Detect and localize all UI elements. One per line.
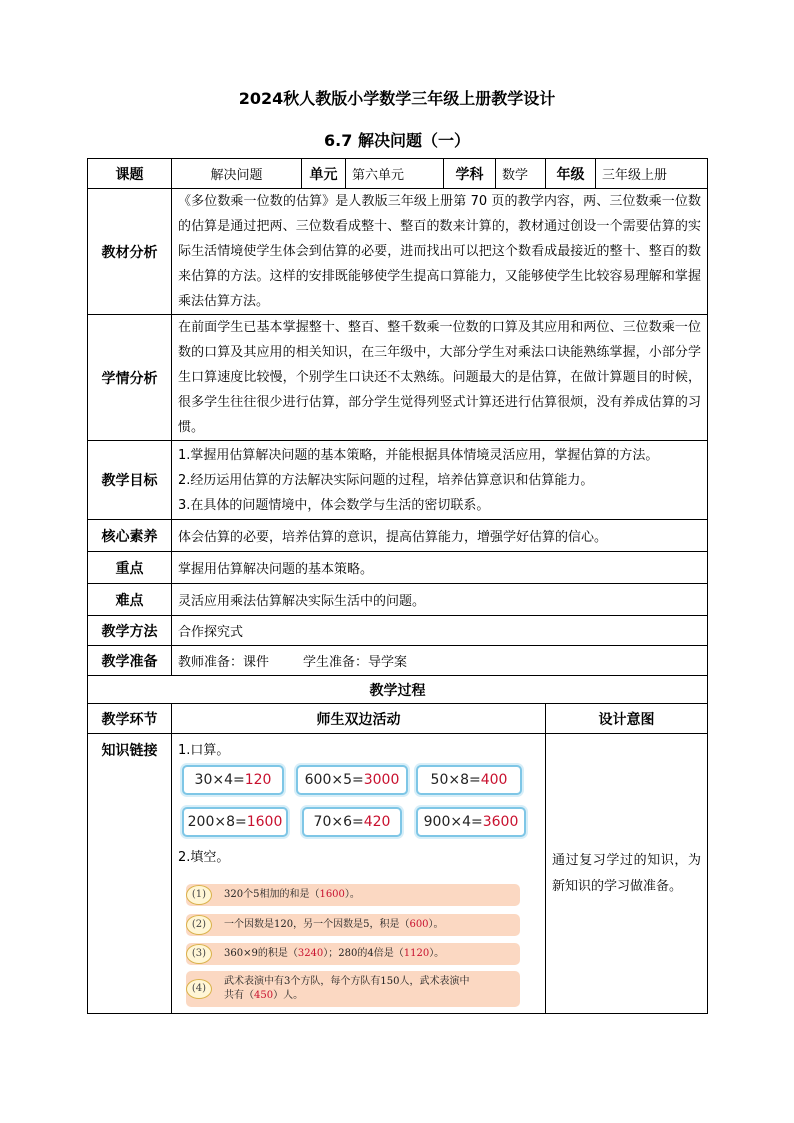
teacher-prep: 教师准备：课件 (178, 655, 270, 670)
teaching-method-label: 教学方法 (88, 616, 172, 646)
goal-item: 2.经历运用估算的方法解决实际问题的过程，培养估算意识和估算能力。 (178, 472, 594, 488)
document-title: 2024秋人教版小学数学三年级上册教学设计 (238, 89, 556, 108)
item-number-badge: (1) (186, 885, 212, 905)
header-row (88, 159, 708, 189)
process-heading: 教学过程 (88, 676, 708, 704)
student-analysis-label: 学情分析 (88, 315, 172, 441)
lesson-plan-table (87, 158, 708, 1014)
calc-expression: 200×8= (187, 814, 247, 830)
calc-expression: 30×4= (194, 772, 245, 788)
calc-answer: 1600 (246, 814, 283, 830)
key-point-row (88, 552, 708, 584)
teaching-goals-label: 教学目标 (88, 441, 172, 520)
activity-cell (172, 734, 546, 1014)
fill-answer: 600 (409, 919, 429, 930)
teaching-method-row (88, 616, 708, 646)
calc-expression: 50×8= (430, 772, 481, 788)
lesson-title: 6.7 解决问题（一） (324, 131, 470, 150)
design-intent-text: 通过复习学过的知识，为新知识的学习做准备。 (546, 734, 708, 1014)
calc-answer: 400 (480, 772, 508, 788)
fill-blank-item: (3) 360×9的积是（3240）；280的4倍是（1120）。 (186, 943, 520, 965)
intent-column-header: 设计意图 (546, 704, 708, 734)
calc-card (416, 765, 522, 795)
key-point-text: 掌握用估算解决问题的基本策略。 (172, 552, 708, 584)
fill-answer: 1120 (403, 948, 430, 959)
grade-value: 三年级上册 (596, 159, 708, 189)
teaching-goals-list (172, 441, 708, 520)
item-number-badge: (3) (186, 944, 212, 964)
goal-item: 1.掌握用估算解决问题的基本策略，并能根据具体情境灵活应用，掌握估算的方法。 (178, 447, 659, 463)
process-heading-row (88, 676, 708, 704)
student-analysis-row (88, 315, 708, 441)
difficulty-text: 灵活应用乘法估算解决实际生活中的问题。 (172, 584, 708, 616)
calc-card (182, 807, 288, 837)
teaching-prep-label: 教学准备 (88, 646, 172, 676)
calc-card (182, 765, 284, 795)
textbook-analysis-label: 教材分析 (88, 189, 172, 315)
calc-answer: 420 (363, 814, 391, 830)
textbook-analysis-row (88, 189, 708, 315)
teaching-method-text: 合作探究式 (172, 616, 708, 646)
fill-blank-item: (1) 320个5相加的和是（1600）。 (186, 884, 520, 906)
process-columns-row (88, 704, 708, 734)
calc-card (416, 807, 526, 837)
item-number-badge: (4) (186, 979, 212, 999)
calc-answer: 120 (244, 772, 272, 788)
knowledge-link-row (88, 734, 708, 1014)
calc-card (296, 765, 408, 795)
unit-label: 单元 (302, 159, 346, 189)
calc-expression: 70×6= (313, 814, 364, 830)
calc-answer: 3600 (482, 814, 519, 830)
fill-blank-heading: 2.填空。 (178, 850, 230, 865)
teaching-prep-text (172, 646, 708, 676)
unit-value: 第六单元 (346, 159, 444, 189)
difficulty-label: 难点 (88, 584, 172, 616)
teaching-prep-row (88, 646, 708, 676)
fill-blank-item: (4) 武术表演中有3个方队，每个方队有150人，武术表演中 共有（450）人。 (186, 971, 520, 1007)
calc-expression: 900×4= (423, 814, 483, 830)
item-number-badge: (2) (186, 915, 212, 935)
core-literacy-row (88, 520, 708, 552)
fill-blank-item: (2) 一个因数是120，另一个因数是5，积是（600）。 (186, 914, 520, 936)
teaching-goals-row (88, 441, 708, 520)
knowledge-link-label: 知识链接 (88, 734, 172, 1014)
calc-card (302, 807, 402, 837)
core-literacy-text: 体会估算的必要，培养估算的意识，提高估算能力，增强学好估算的信心。 (172, 520, 708, 552)
topic-value: 解决问题 (172, 159, 302, 189)
student-analysis-text: 在前面学生已基本掌握整十、整百、整千数乘一位数的口算及其应用和两位、三位数乘一位数的口算及其应用的相关知识，在三年级中，大部分学生对乘法口诀能熟练掌握，小部分学生口算速度比较慢，个别学生口诀还不太熟练。问题最大的是估算，在做计算题目的时候，很多学生往往很少进行估算，部分学生觉得列竖式计算还进行估算很烦，没有养成估算的习惯。 (172, 315, 708, 441)
oral-calc-heading: 1.口算。 (178, 743, 230, 758)
calc-answer: 3000 (363, 772, 400, 788)
subject-label: 学科 (444, 159, 496, 189)
student-prep: 学生准备：导学案 (303, 655, 408, 670)
fill-answer: 1600 (319, 889, 345, 900)
activity-column-header: 师生双边活动 (172, 704, 546, 734)
fill-answer: 450 (254, 990, 274, 1001)
fill-answer: 3240 (297, 948, 324, 959)
goal-item: 3.在具体的问题情境中，体会数学与生活的密切联系。 (178, 497, 490, 513)
textbook-analysis-text: 《多位数乘一位数的估算》是人教版三年级上册第 70 页的教学内容，两、三位数乘一位数的估算是通过把两、三位数看成整十、整百的数来计算的，教材通过创设一个需要估算的实际生活情境使学生体会到估算的必要，进而找出可以把这个数看成最接近的整十、整百的数来估算的方法。这样的安排既能够使学生提高口算能力，又能够使学生比较容易理解和掌握乘法估算方法。 (172, 189, 708, 315)
difficulty-row (88, 584, 708, 616)
key-point-label: 重点 (88, 552, 172, 584)
subject-value: 数学 (496, 159, 546, 189)
core-literacy-label: 核心素养 (88, 520, 172, 552)
grade-label: 年级 (546, 159, 596, 189)
topic-label: 课题 (88, 159, 172, 189)
stage-column-header: 教学环节 (88, 704, 172, 734)
calc-expression: 600×5= (304, 772, 364, 788)
